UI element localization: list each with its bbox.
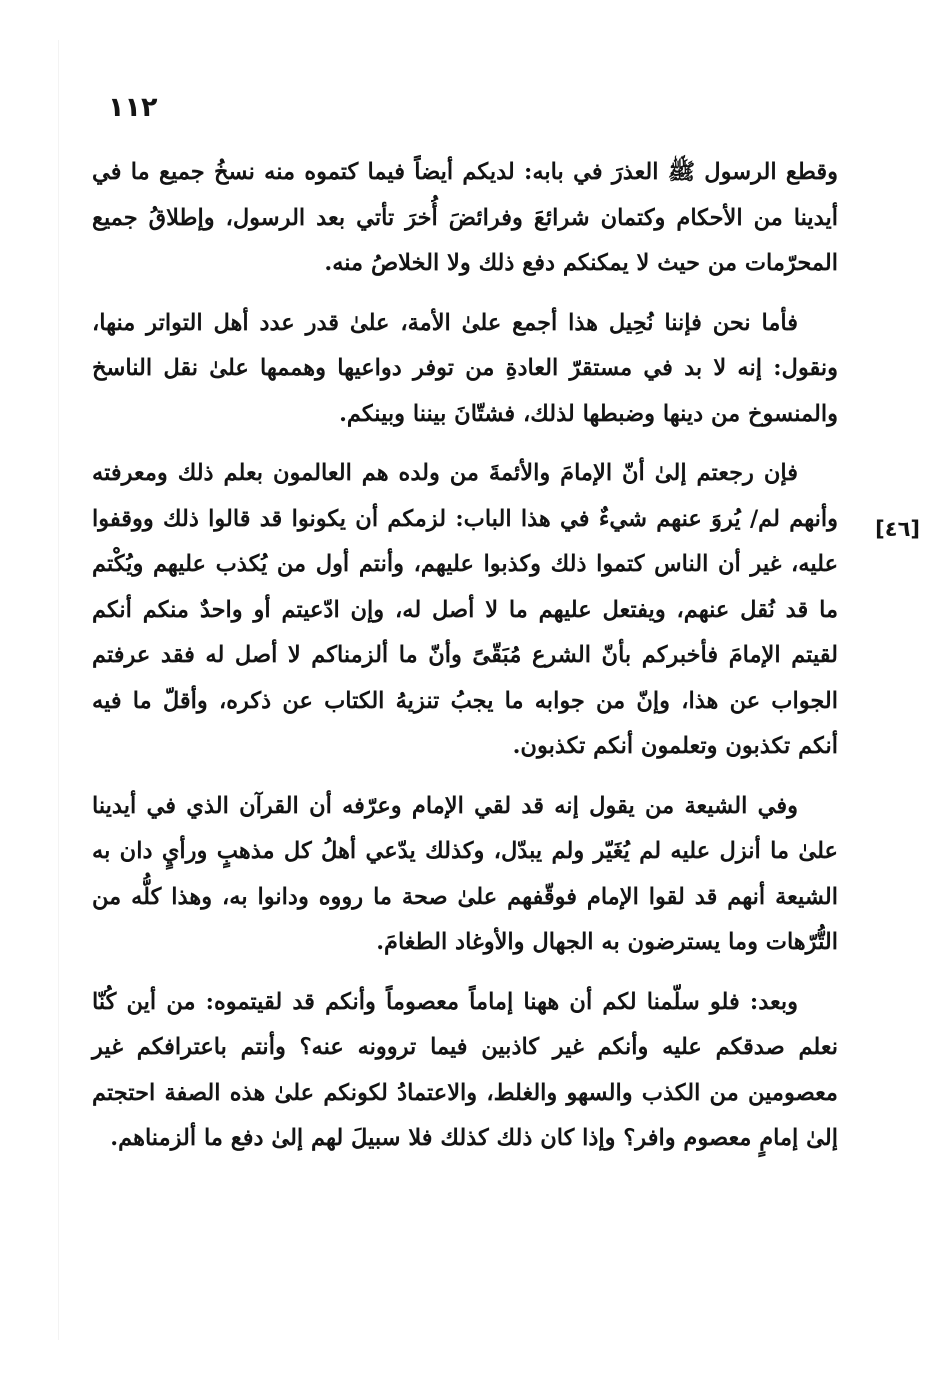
page-body-text	[92, 150, 838, 1176]
paragraph-5: وبعد: فلو سلّمنا لكم أن ههنا إماماً معصوماً وأنكم قد لقيتموه: من أين كُنّا نعلم صدقكم عليه وأنكم غير كاذبين فيما تروونه عنه؟ وأنتم باعترافكم غير معصومين من الكذب والسهو والغلط، والاعتمادُ لكونكم علىٰ هذه الصفة احتجتم إلىٰ إمامٍ معصوم وافر؟ وإذا كان ذلك كذلك فلا سبيلَ لهم إلىٰ دفع ما ألزمناهم.	[92, 988, 838, 1151]
paragraph-1: وقطع الرسول ﷺ العذرَ في بابه: لديكم أيضاً فيما كتموه منه نسخُ جميع ما في أيدينا من الأحكام وكتمان شرائعَ وفرائضَ أُخرَ تأتي بعد الرسول، وإطلاقُ جميع المحرّمات من حيث لا يمكنكم دفع ذلك ولا الخلاصُ منه.	[92, 159, 838, 276]
paragraph-3: فإن رجعتم إلىٰ أنّ الإمامَ والأئمةَ من ولده هم العالمون بعلم ذلك ومعرفته وأنهم لم/ يُروَ عنهم شيءٌ في هذا الباب: لزمكم أن يكونوا قد قالوا ذلك ووقفوا عليه، غير أن الناس كتموا ذلك وكذبوا عليهم، وأنتم أول من يُكذب عليهم ويُكْتم ما قد نُقل عنهم، ويفتعل عليهم ما لا أصل له، وإن ادّعيتم أو واحدٌ منكم أنكم لقيتم الإمامَ فأخبركم بأنّ الشرع مُبَقّىً وأنّ ما ألزمناكم لا أصل له فقد عرفتم الجواب عن هذا، وإنّ من جوابه ما يجبُ تنزيهُ الكتاب عن ذكره، وأقلّ ما فيه أنكم تكذبون وتعلمون أنكم تكذبون.	[92, 460, 838, 759]
paragraph-4: وفي الشيعة من يقول إنه قد لقي الإمام وعرّفه أن القرآن الذي في أيدينا علىٰ ما أنزل عليه لم يُغَيّر ولم يبدّل، وكذلك يدّعي أهلُ كل مذهبٍ ورأيٍ دان به الشيعة أنهم قد لقوا الإمام فوقّفهم علىٰ صحة ما رووه ودانوا به، وهذا كلُّه من التُّرّهات وما يسترضون به الجهال والأوغاد الطغامَ.	[92, 792, 838, 955]
manuscript-folio-marker: [٤٦]	[875, 517, 920, 541]
page-number: ١١٢	[108, 92, 158, 123]
page-edge-shadow	[58, 40, 59, 1340]
paragraph-2: فأما نحن فإننا نُحِيل هذا أجمع علىٰ الأمة، علىٰ قدر عدد أهل التواتر منها، ونقول: إنه لا بد في مستقرّ العادةِ من توفر دواعيها وهممها علىٰ نقل الناسخ والمنسوخ من دينها وضبطها لذلك، فشتّانَ بيننا وبينكم.	[92, 309, 838, 427]
